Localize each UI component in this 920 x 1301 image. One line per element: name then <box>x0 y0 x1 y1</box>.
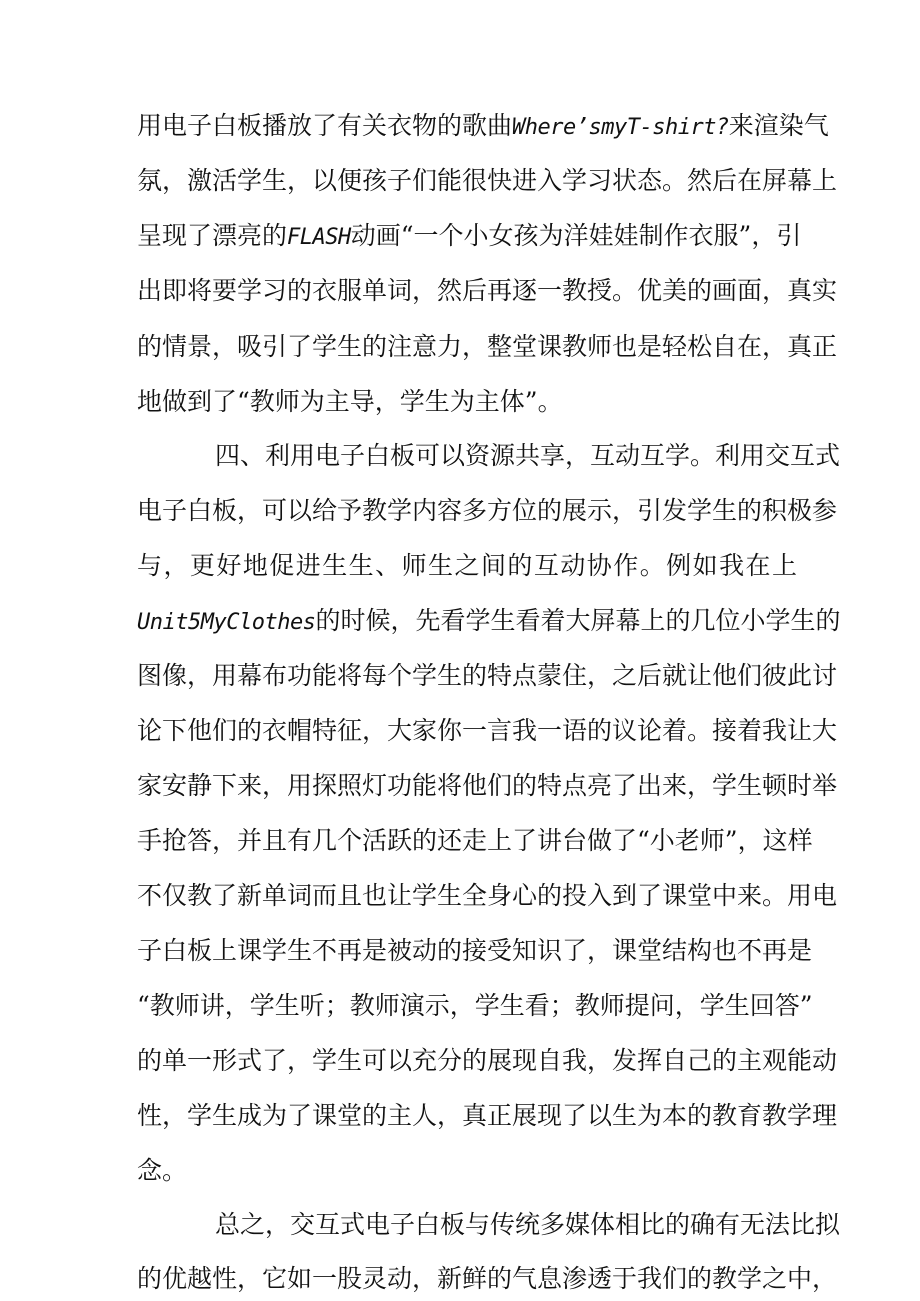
text-line: 呈现了漂亮的FLASH动画“一个小女孩为洋娃娃制作衣服”，引 <box>137 221 802 250</box>
text-line: 子白板上课学生不再是被动的接受知识了，课堂结构也不再是 <box>137 936 813 965</box>
text-line: 出即将要学习的衣服单词，然后再逐一教授。优美的画面，真实 <box>137 276 838 305</box>
text-line: 用电子白板播放了有关衣物的歌曲Where’smyT-shirt?来渲染气 <box>137 111 829 140</box>
text-line: 不仅教了新单词而且也让学生全身心的投入到了课堂中来。用电 <box>137 881 838 910</box>
text-line: 的优越性，它如一股灵动，新鲜的气息渗透于我们的教学之中， <box>137 1264 838 1293</box>
text-line: 电子白板，可以给予教学内容多方位的展示，引发学生的积极参 <box>137 496 838 525</box>
text-line: 与，更好地促进生生、师生之间的互动协作。例如我在上 <box>137 551 797 580</box>
text-line: 的情景，吸引了学生的注意力，整堂课教师也是轻松自在，真正 <box>137 332 838 361</box>
text-line: 家安静下来，用探照灯功能将他们的特点亮了出来，学生顿时举 <box>137 771 838 800</box>
text-line: 论下他们的衣帽特征，大家你一言我一语的议论着。接着我让大 <box>137 716 838 745</box>
text-line: 性，学生成为了课堂的主人，真正展现了以生为本的教育教学理 <box>137 1101 838 1130</box>
text-line: 图像，用幕布功能将每个学生的特点蒙住，之后就让他们彼此讨 <box>137 661 838 690</box>
paragraph-start-line: 四、利用电子白板可以资源共享，互动互学。利用交互式 <box>215 441 841 470</box>
paragraph-start-line: 总之，交互式电子白板与传统多媒体相比的确有无法比拟 <box>215 1210 841 1239</box>
text-line: 地做到了“教师为主导，学生为主体”。 <box>137 387 563 416</box>
text-line: 氛，激活学生，以便孩子们能很快进入学习状态。然后在屏幕上 <box>137 166 838 195</box>
text-line: “教师讲，学生听；教师演示，学生看；教师提问，学生回答” <box>137 991 813 1020</box>
text-line: 手抢答，并且有几个活跃的还走上了讲台做了“小老师”，这样 <box>137 826 813 855</box>
text-line: 念。 <box>137 1156 188 1185</box>
text-line: Unit5MyClothes的时候，先看学生看着大屏幕上的几位小学生的 <box>137 606 841 635</box>
text-line: 的单一形式了，学生可以充分的展现自我，发挥自己的主观能动 <box>137 1046 838 1075</box>
